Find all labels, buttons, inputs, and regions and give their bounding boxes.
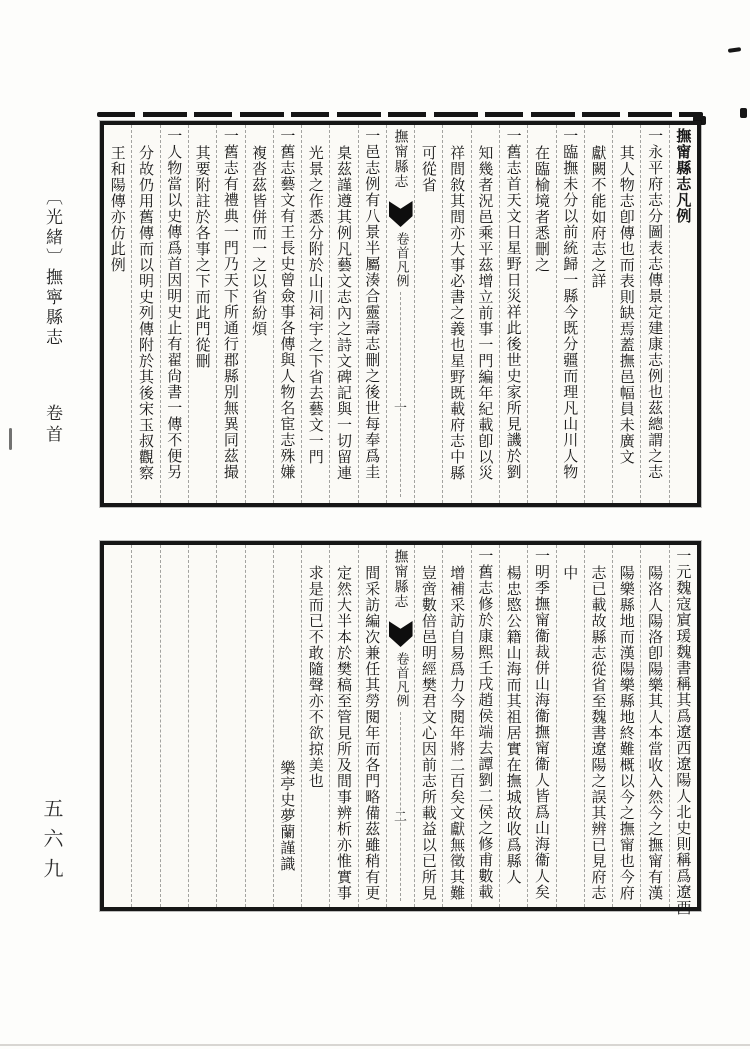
column-text: 其要附註於各事之下而此門從刪 [193,145,212,369]
text-column [556,545,584,907]
text-column [104,125,131,503]
text-column [640,125,668,503]
text-column [527,125,555,503]
text-column [556,125,584,503]
text-column [669,545,697,916]
text-column [471,545,499,907]
column-text: 間采訪編次兼任其勞閱年而各門略備茲雖稍有更 [363,565,382,901]
bottom-leaf-frame [100,541,701,916]
column-text: 在臨榆境者悉刪之 [532,145,551,273]
signature-column [273,545,301,907]
banxin-column [386,125,414,503]
column-text: 楊忠愍公籍山海而其祖居實在撫城故收爲縣人 [504,565,523,885]
column-text: 可從省 [419,145,438,193]
text-column [216,125,244,503]
column-text: 增補采訪自易爲力今閱年將二百矣文獻無徵其難 [448,565,467,901]
empty-column [160,545,188,907]
top-leaf-frame [100,121,701,507]
banxin-section-label: 卷首凡例 [393,232,409,288]
text-column [273,125,301,503]
banxin-rule [400,292,401,497]
column-text: 陽洛人陽洛卽陽樂其人本當收入然今之撫甯有漢 [646,565,665,901]
bottom-leaf-columns [104,545,697,916]
column-text: 一人物當以史傳爲首因明史止有翟尙書一傳不便另 [165,128,184,480]
empty-column [104,545,131,907]
text-column [301,125,329,503]
scan-edge-streak [97,112,703,117]
column-text: 複沓茲皆併而一之以省紛煩 [250,145,269,337]
text-column [329,545,357,907]
text-column [640,545,668,907]
column-text: 知幾者況邑乘平茲增立前事一門編年紀載卽以災 [476,145,495,481]
column-text: 撫甯縣志凡例 [674,128,693,224]
banxin-section-label: 卷首凡例 [393,652,409,708]
text-column [358,545,386,907]
text-column [414,545,442,907]
column-text: 一舊志有禮典一門乃天下所通行郡縣別無異同茲撮 [221,128,240,480]
banxin-title: 撫甯縣志 [392,549,409,609]
text-column [471,125,499,503]
column-text: 一臨撫未分以前統歸一縣今既分疆而理凡山川人物 [561,128,580,480]
empty-column [245,545,273,907]
text-column [414,125,442,503]
column-text: 一永平府志分圖表志傳景定建康志例也茲總謂之志 [646,128,665,480]
column-text: 一元魏寇賔瑗魏書稱其爲遼西遼陽人北史則稱爲遼西 [674,548,693,916]
text-column [499,125,527,503]
scan-bottom-edge [0,1044,750,1046]
text-column [188,125,216,503]
scan-noise-speck [728,47,741,53]
text-column [301,545,329,907]
text-column [358,125,386,503]
fishtail-mark [389,201,413,227]
scan-noise-speck [740,108,747,118]
banxin-leaf-number: 二 [394,809,408,825]
margin-edition-title: 〔光緒〕撫寧縣志 [42,188,62,348]
column-text: 分故仍用舊傳而以明史列傳附於其後宋玉叔觀察 [137,145,156,481]
margin-volume-label: 卷首 [42,404,62,446]
column-text: 光景之作悉分附於山川祠宇之下省去藝文一門 [306,145,325,465]
text-column [160,125,188,503]
fishtail-mark [389,621,413,647]
text-column [329,125,357,503]
top-leaf-columns [104,125,697,503]
column-text: 其人物志卽傳也而表則缺焉蓋撫邑幅員未廣文 [617,145,636,465]
text-column [527,545,555,907]
text-column [612,125,640,503]
column-text: 定然大半本於樊稿至管見所及間事辨析亦惟實事 [334,565,353,901]
text-column [612,545,640,907]
column-text: 一明季撫甯衞裁併山海衞撫甯衞人皆爲山海衞人矣 [532,548,551,900]
text-column [131,125,159,503]
column-text: 王和陽傳亦仿此例 [108,145,127,273]
column-text: 樂亭史夢蘭謹識 [278,760,297,872]
column-text: 陽樂縣地而漢陽樂縣地終難概以今之撫甯也今府 [617,565,636,901]
column-text: 志已載故縣志從省至魏書遼陽之誤其辨已見府志 [589,565,608,901]
folio-number: 五六九 [40,798,64,888]
column-text: 一邑志例有八景半屬湊合靈壽志刪之後世每奉爲圭 [363,128,382,480]
column-text: 一舊志修於康熙壬戌趙侯端去譚劉二侯之修甫數載 [476,548,495,900]
scan-noise-speck [9,428,12,450]
banxin-leaf-number: 一 [394,401,408,417]
banxin-column [386,545,414,907]
column-text: 豈啻數倍邑明經樊君文心因前志所載益以已所見 [419,565,438,901]
text-column [245,125,273,503]
text-column [442,125,470,503]
text-column [442,545,470,907]
column-text: 臬茲謹遵其例凡藝文志內之詩文碑記與一切留連 [334,145,353,481]
column-text: 求是而已不敢隨聲亦不欲掠美也 [306,565,325,789]
column-text: 一舊志首天文日星野日災祥此後世史家所見譏於劉 [504,128,523,480]
empty-column [131,545,159,907]
text-column [584,125,612,503]
column-text: 中 [561,565,580,581]
section-title-column [669,125,697,503]
column-text: 祥間敘其間亦大事必書之義也星野既載府志中縣 [448,145,467,481]
text-column [584,545,612,907]
empty-column [188,545,216,907]
banxin-title: 撫甯縣志 [392,129,409,189]
empty-column [216,545,244,907]
text-column [499,545,527,907]
column-text: 獻闕不能如府志之詳 [589,145,608,289]
column-text: 一舊志藝文有王長史曾僉事各傳與人物名宦志殊嫌 [278,128,297,480]
